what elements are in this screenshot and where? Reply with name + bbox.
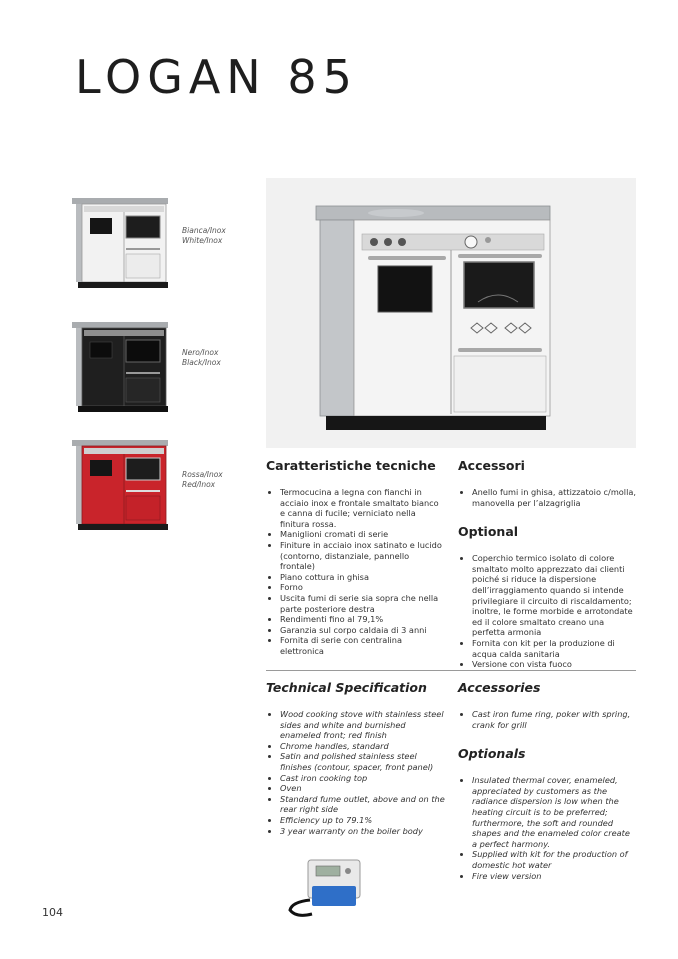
list-item: • Satin and polished stainless steel finishes (contour, spacer, front panel) (280, 751, 446, 772)
english-tech-spec (266, 680, 446, 836)
italian-tech-spec (266, 458, 446, 657)
list-item: • Cast iron cooking top (280, 773, 446, 784)
stove-thumbnail-black (70, 316, 170, 416)
list-item: • Finiture in acciaio inox satinato e lucido (contorno, distanziale, pannello frontale) (280, 540, 446, 572)
list-item: • Wood cooking stove with stainless steel sides and white and burnished enameled front; red finish (280, 709, 446, 741)
variant-caption-white: Bianca/Inox White/Inox (182, 226, 226, 245)
list-item: • Maniglioni cromati di serie (280, 529, 446, 540)
list-item: • Supplied with kit for the production of domestic hot water (472, 849, 636, 870)
list-item: • Fornita di serie con centralina elettronica (280, 635, 446, 656)
list-item: • Oven (280, 783, 446, 794)
variant-caption-red: Rossa/Inox Red/Inox (182, 470, 223, 489)
tech-list-it (266, 487, 446, 657)
acc-list-en (458, 709, 636, 730)
list-item: • Anello fumi in ghisa, attizzatoio c/molla, manovella per l’alzagriglia (472, 487, 636, 508)
acc-list-it (458, 487, 636, 508)
acc-heading-en: Accessories (458, 680, 541, 695)
acc-heading-it: Accessori (458, 458, 525, 473)
italian-accessories (458, 458, 636, 670)
list-item: • Forno (280, 582, 446, 593)
opt-list-en (458, 775, 636, 881)
list-item: • Fornita con kit per la produzione di acqua calda sanitaria (472, 638, 636, 659)
opt-heading-it: Optional (458, 524, 519, 540)
tech-heading-en: Technical Specification (266, 680, 427, 695)
list-item: • 3 year warranty on the boiler body (280, 826, 446, 837)
tech-list-en (266, 709, 446, 836)
english-accessories (458, 680, 636, 881)
electronic-controller-image (286, 856, 366, 922)
list-item: • Uscita fumi di serie sia sopra che nella parte posteriore destra (280, 593, 446, 614)
list-item: • Coperchio termico isolato di colore smaltato molto apprezzato dai clienti poiché si riduce la dispersione dell’irraggiamento quando si intende privilegiare il circuito di riscaldamento; inoltre, le forme morbide e arrotondate ed il colore smaltato creano una perfetta armonia (472, 553, 636, 638)
list-item: • Versione con vista fuoco (472, 659, 636, 670)
list-item: • Efficiency up to 79.1% (280, 815, 446, 826)
opt-list-it (458, 553, 636, 670)
stove-thumbnail-white (70, 192, 170, 292)
list-item: • Rendimenti fino al 79,1% (280, 614, 446, 625)
page-title: LOGAN 85 (75, 50, 358, 104)
list-item: • Insulated thermal cover, enameled, appreciated by customers as the radiance dispersion is low when the heating circuit is to be preferred; furthermore, the soft and rounded shapes and the enameled color create a perfect harmony. (472, 775, 636, 849)
tech-heading-it: Caratteristiche tecniche (266, 458, 436, 473)
section-divider (266, 670, 636, 671)
list-item: • Chrome handles, standard (280, 741, 446, 752)
list-item: • Termocucina a legna con fianchi in acciaio inox e frontale smaltato bianco e canna di fucile; verniciato nella finitura rossa. (280, 487, 446, 529)
list-item: • Cast iron fume ring, poker with spring, crank for grill (472, 709, 636, 730)
stove-illustration (266, 178, 636, 448)
stove-thumbnail-red (70, 434, 170, 534)
list-item: • Fire view version (472, 871, 636, 882)
hero-product-image (266, 178, 636, 448)
list-item: • Garanzia sul corpo caldaia di 3 anni (280, 625, 446, 636)
opt-heading-en: Optionals (458, 746, 526, 762)
page-number: 104 (42, 906, 63, 919)
list-item: • Standard fume outlet, above and on the rear right side (280, 794, 446, 815)
variant-caption-black: Nero/Inox Black/Inox (182, 348, 221, 367)
list-item: • Piano cottura in ghisa (280, 572, 446, 583)
